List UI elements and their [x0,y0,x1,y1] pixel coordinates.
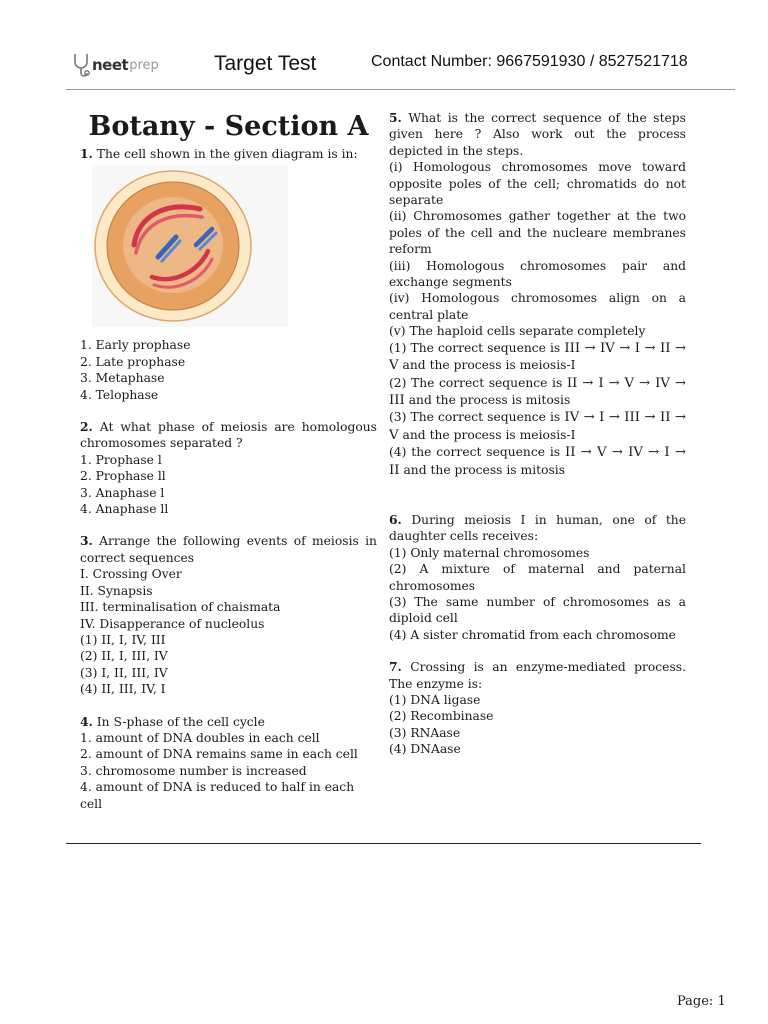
question-stem: Crossing is an enzyme-mediated process. The enzyme is: [389,660,686,691]
option [389,375,686,410]
question-stem: The cell shown in the given diagram is in: [96,147,358,161]
option: (2) A mixture of maternal and paternal chromosomes [389,562,686,593]
option: 3. Metaphase [80,371,165,386]
option [389,340,686,375]
option [389,444,686,479]
option: 2. amount of DNA remains same in each cell [80,747,358,762]
event-item: II. Synapsis [80,583,153,598]
question-number: 5. [389,110,402,125]
question-stem: In S-phase of the cell cycle [96,714,265,729]
logo-sub-text: prep [129,57,159,73]
event-item: III. terminalisation of chaismata [80,600,281,615]
option-tail: and the process is [402,427,516,442]
cell-diagram [92,165,288,327]
question-5 [389,110,686,479]
question-number: 7. [389,659,402,675]
step-item: (i) Homologous chromosomes move toward opposite poles of the cell; chromatids do not separate [389,160,686,208]
logo-text: neet [92,56,129,74]
question-6 [389,512,686,643]
question-number: 3. [80,533,93,549]
option: 2. Prophase ll [80,469,166,484]
left-column [80,110,377,812]
option: (3) The same number of chromosomes as a diploid cell [389,594,686,626]
option: 1. Prophase l [80,452,162,467]
option: (1) DNA ligase [389,693,481,707]
option-tail: and the process is [403,462,517,477]
option: 1. Early prophase [80,338,191,353]
question-number: 1. [80,146,93,161]
option-tail: and the process is [402,358,516,373]
option: (3) I, II, III, IV [80,665,168,680]
option-sequence: III → IV → I → II → V [389,340,686,374]
question-2 [80,419,377,517]
page-number: Page: 1 [677,994,726,1009]
question-3 [80,533,377,697]
step-item: (v) The haploid cells separate completely [389,324,646,339]
option: (2) II, I, III, IV [80,649,168,664]
question-stem: At what phase of meiosis are homologous chromosomes separated ? [80,420,377,451]
option: 4. amount of DNA is reduced to half in each cell [80,780,355,811]
option-label: (2) The correct sequence is [389,375,563,390]
contact-number: Contact Number: 9667591930 / 8527521718 [371,53,688,70]
event-item: IV. Disapperance of nucleolus [80,616,265,631]
question-number: 4. [80,713,93,729]
header-divider [66,89,735,90]
footer-divider [66,843,701,844]
option-sequence: II → I → V → IV → III [389,375,686,408]
question-number: 2. [80,419,93,435]
step-item: (iii) Homologous chromosomes pair and exchange segments [389,258,686,290]
option: (1) Only maternal chromosomes [389,545,590,560]
option-label: (4) the correct sequence is [389,445,561,460]
question-4 [80,714,377,812]
option-process: meiosis-I [519,427,576,442]
question-stem: Arrange the following events of meiosis in correct sequences [80,534,377,565]
option: (1) II, I, IV, III [80,632,166,647]
option [389,409,686,444]
option: (4) A sister chromatid from each chromosome [389,627,676,642]
question-1 [80,146,377,403]
step-item: (iv) Homologous chromosomes align on a central plate [389,291,686,322]
option: 3. chromosome number is increased [80,763,307,778]
question-number: 6. [389,511,402,527]
right-column [389,110,686,758]
option-sequence: II → V → IV → I → II [389,445,686,478]
neetprep-logo [70,52,159,78]
option: 1. amount of DNA doubles in each cell [80,730,320,745]
option: (4) II, III, IV, I [80,682,166,697]
question-stem: During meiosis I in human, one of the daughter cells receives: [389,512,686,544]
option: 4. Anaphase ll [80,502,169,517]
page-header [0,0,768,90]
question-stem: What is the correct sequence of the steps given here ? Also work out the process depicted in the steps. [389,111,686,158]
option: (4) DNAase [389,742,461,757]
option: 4. Telophase [80,387,159,402]
option-process: mitosis [520,462,566,477]
option: 3. Anaphase l [80,485,165,500]
step-item: (ii) Chromosomes gather together at the two poles of the cell and the nucleare membranes reform [389,209,686,257]
event-item: I. Crossing Over [80,567,182,582]
option: (2) Recombinase [389,709,494,724]
section-title: Botany - Section A [88,111,369,142]
option-sequence: IV → I → III → II → V [389,410,686,443]
stethoscope-icon [70,52,92,78]
test-title: Target Test [214,52,317,75]
option-label: (3) The correct sequence is [389,410,561,425]
option-process: meiosis-I [519,358,576,373]
question-7 [389,659,686,757]
option-tail: and the process is [408,392,522,407]
option: (3) RNAase [389,725,461,740]
option-process: mitosis [525,392,571,407]
option-label: (1) The correct sequence is [389,340,561,355]
option: 2. Late prophase [80,354,186,369]
option-list [80,337,377,403]
